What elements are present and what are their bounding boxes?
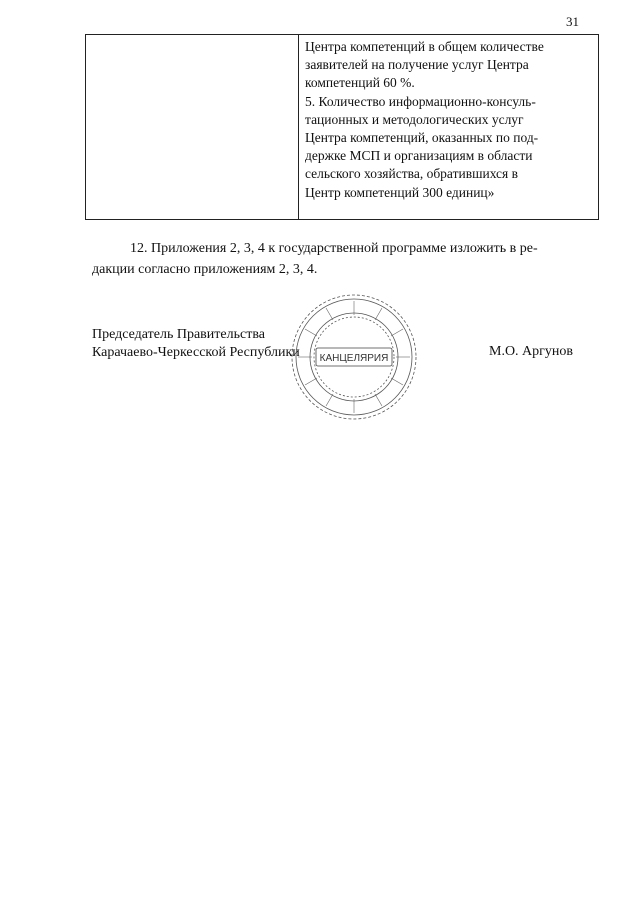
continuation-table (85, 34, 599, 220)
office-stamp (288, 292, 420, 422)
table-cell-line: держке МСП и организациям в области (305, 148, 533, 164)
table-cell-line: компетенций 60 %. (305, 75, 415, 91)
signer-name: М.О. Аргунов (489, 344, 574, 359)
table-cell-line: Центра компетенций в общем количестве (305, 39, 544, 54)
table-cell-line: 5. Количество информационно-консуль- (305, 93, 536, 109)
page-number: 31 (566, 14, 579, 29)
table-cell-text (299, 35, 598, 219)
table-cell-line: Центр компетенций 300 единиц» (305, 184, 495, 200)
paragraph-line: дакции согласно приложениям 2, 3, 4. (92, 262, 318, 277)
stamp-text: КАНЦЕЛЯРИЯ (319, 353, 389, 364)
signer-title-line: Председатель Правительства (92, 327, 265, 342)
resolution-paragraph (92, 238, 586, 280)
paragraph-line: 12. Приложения 2, 3, 4 к государственной программе изложить в ре- (130, 241, 538, 256)
table-cell-line: заявителей на получение услуг Центра (305, 57, 529, 73)
table-cell-line: сельского хозяйства, обратившихся в (305, 166, 519, 182)
signer-title (92, 326, 300, 362)
table-cell-empty (86, 35, 299, 219)
signer-title-line: Карачаево-Черкесской Республики (92, 345, 300, 360)
table-cell-line: тационных и методологических услуг (305, 111, 524, 127)
table-cell-line: Центра компетенций, оказанных по под- (305, 130, 539, 146)
